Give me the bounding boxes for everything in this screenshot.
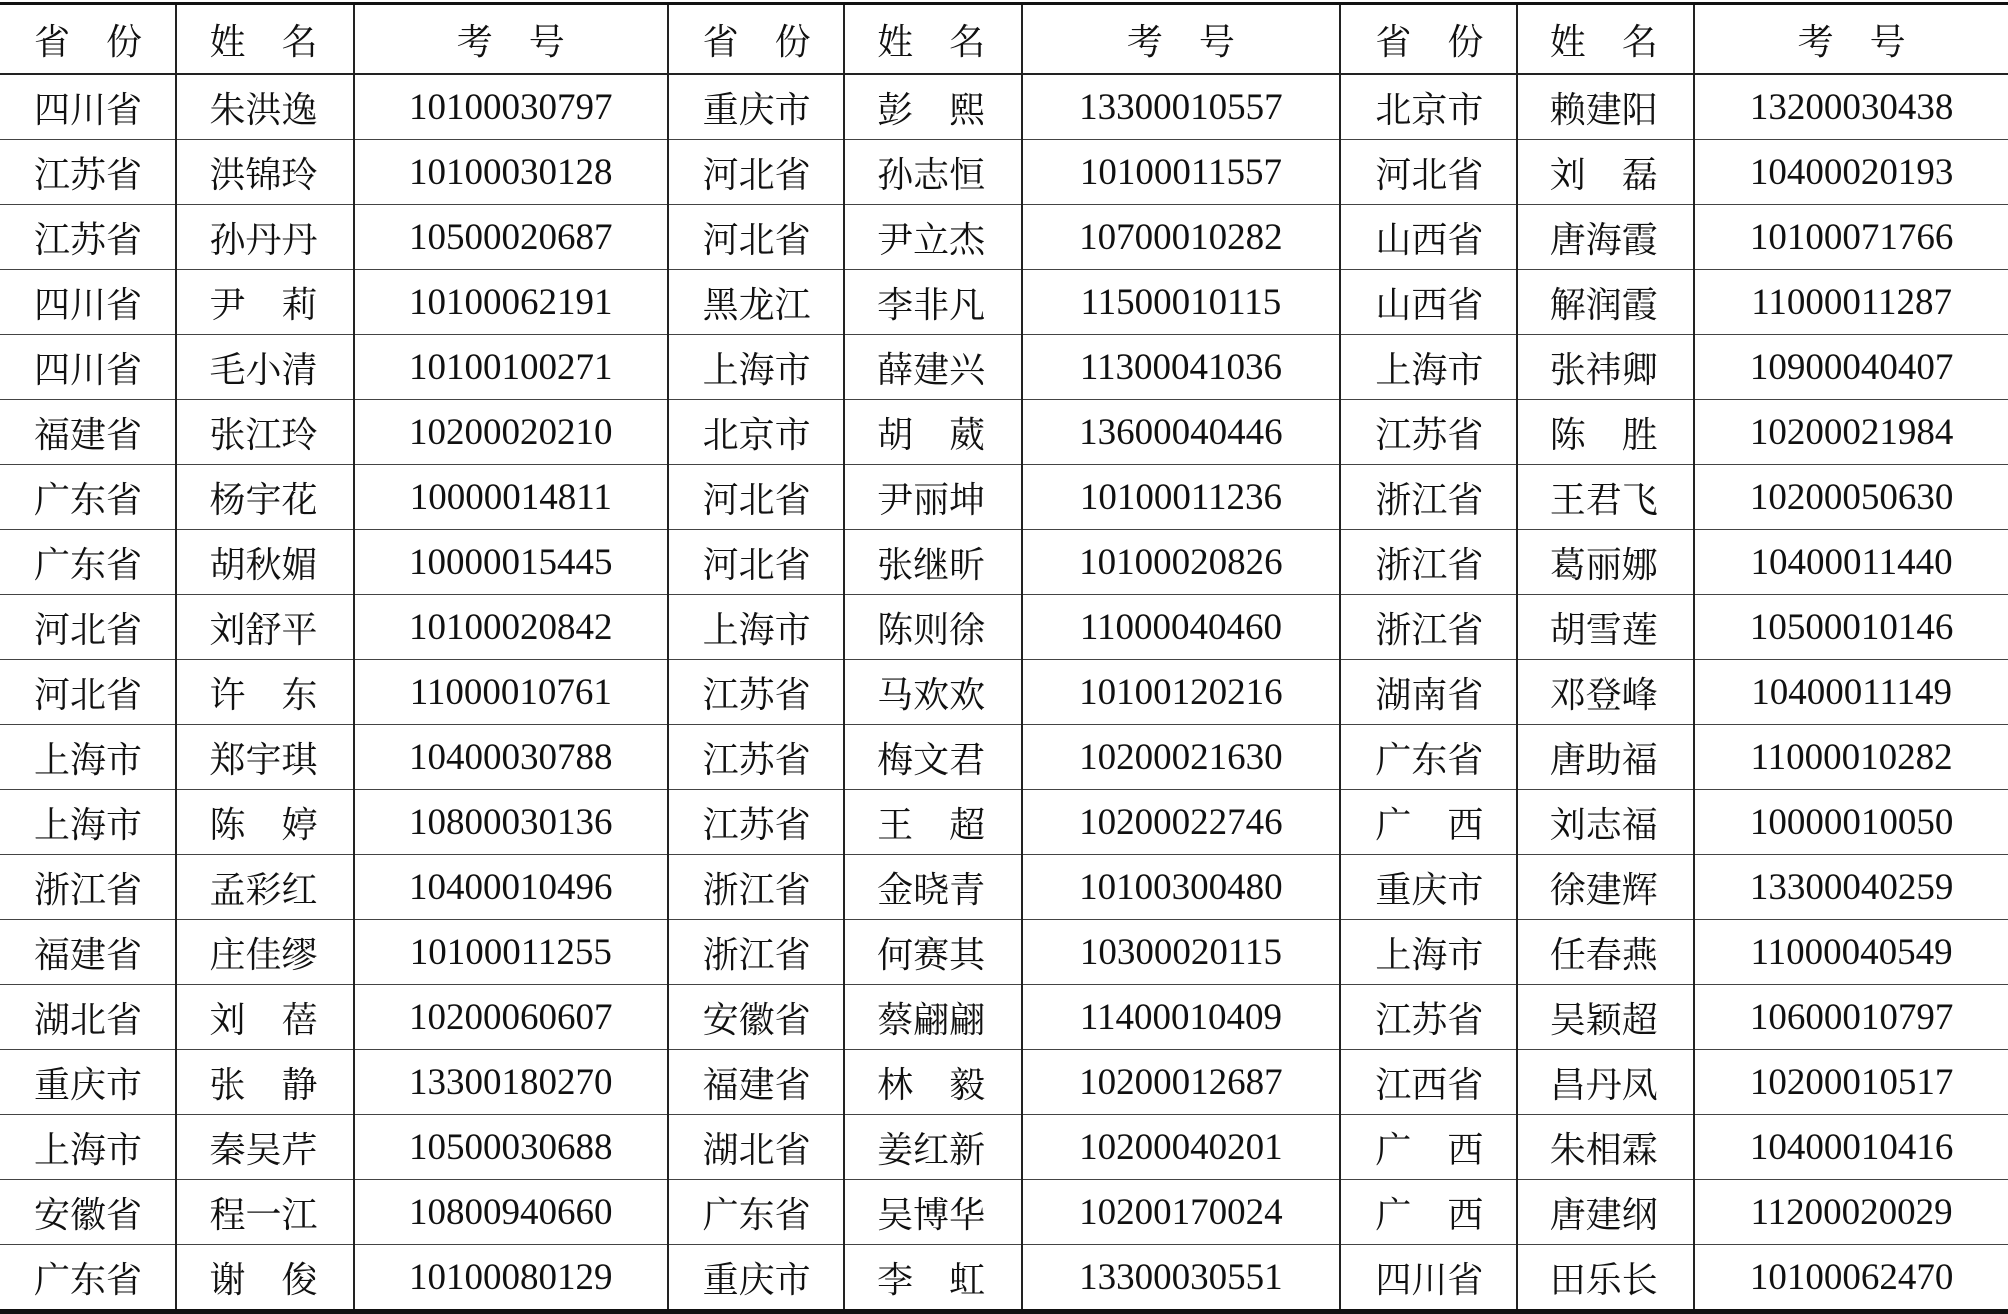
province-cell: 浙江省	[1340, 465, 1516, 530]
exam-number-cell: 10200170024	[1022, 1180, 1341, 1245]
header-name: 姓 名	[844, 4, 1021, 75]
exam-number-cell: 11500010115	[1022, 270, 1341, 335]
name-cell: 唐助福	[1517, 725, 1694, 790]
name-cell: 郑宇琪	[176, 725, 353, 790]
exam-number-cell: 10100062470	[1694, 1245, 2008, 1312]
province-cell: 重庆市	[668, 74, 844, 140]
table-row	[0, 920, 2008, 985]
table-row	[0, 725, 2008, 790]
name-cell: 毛小清	[176, 335, 353, 400]
province-cell: 广 西	[1340, 1180, 1516, 1245]
province-cell: 江苏省	[0, 140, 176, 205]
province-cell: 安徽省	[668, 985, 844, 1050]
province-cell: 重庆市	[1340, 855, 1516, 920]
name-cell: 赖建阳	[1517, 74, 1694, 140]
exam-number-cell: 11000040549	[1694, 920, 2008, 985]
exam-number-cell: 10100020842	[354, 595, 668, 660]
name-cell: 刘 蓓	[176, 985, 353, 1050]
header-row	[0, 4, 2008, 75]
name-cell: 邓登峰	[1517, 660, 1694, 725]
header-exam-number: 考 号	[1022, 4, 1341, 75]
name-cell: 解润霞	[1517, 270, 1694, 335]
province-cell: 上海市	[0, 725, 176, 790]
table-row	[0, 660, 2008, 725]
exam-number-cell: 13200030438	[1694, 74, 2008, 140]
province-cell: 浙江省	[668, 920, 844, 985]
table-row	[0, 790, 2008, 855]
exam-number-cell: 10200040201	[1022, 1115, 1341, 1180]
exam-number-cell: 13600040446	[1022, 400, 1341, 465]
candidate-roster-table	[0, 2, 2008, 1314]
name-cell: 谢 俊	[176, 1245, 353, 1312]
province-cell: 江苏省	[1340, 400, 1516, 465]
exam-number-cell: 10200022746	[1022, 790, 1341, 855]
table-row	[0, 855, 2008, 920]
exam-number-cell: 10900040407	[1694, 335, 2008, 400]
name-cell: 孙志恒	[844, 140, 1021, 205]
exam-number-cell: 10000015445	[354, 530, 668, 595]
table-row	[0, 1180, 2008, 1245]
exam-number-cell: 10000010050	[1694, 790, 2008, 855]
exam-number-cell: 10800030136	[354, 790, 668, 855]
exam-number-cell: 10100030128	[354, 140, 668, 205]
exam-number-cell: 11400010409	[1022, 985, 1341, 1050]
name-cell: 昌丹凤	[1517, 1050, 1694, 1115]
name-cell: 秦吴芹	[176, 1115, 353, 1180]
exam-number-cell: 10100011236	[1022, 465, 1341, 530]
name-cell: 朱洪逸	[176, 74, 353, 140]
province-cell: 山西省	[1340, 205, 1516, 270]
name-cell: 任春燕	[1517, 920, 1694, 985]
name-cell: 蔡翩翩	[844, 985, 1021, 1050]
province-cell: 四川省	[0, 335, 176, 400]
province-cell: 江苏省	[668, 790, 844, 855]
province-cell: 广 西	[1340, 1115, 1516, 1180]
name-cell: 刘舒平	[176, 595, 353, 660]
province-cell: 广东省	[0, 1245, 176, 1312]
province-cell: 浙江省	[668, 855, 844, 920]
province-cell: 浙江省	[1340, 595, 1516, 660]
table-row	[0, 985, 2008, 1050]
province-cell: 江苏省	[0, 205, 176, 270]
province-cell: 江西省	[1340, 1050, 1516, 1115]
name-cell: 张祎卿	[1517, 335, 1694, 400]
name-cell: 孟彩红	[176, 855, 353, 920]
exam-number-cell: 10100071766	[1694, 205, 2008, 270]
exam-number-cell: 13300010557	[1022, 74, 1341, 140]
name-cell: 张 静	[176, 1050, 353, 1115]
header-province: 省 份	[0, 4, 176, 75]
name-cell: 吴颖超	[1517, 985, 1694, 1050]
name-cell: 彭 熙	[844, 74, 1021, 140]
table-row	[0, 400, 2008, 465]
header-province: 省 份	[668, 4, 844, 75]
exam-number-cell: 11000011287	[1694, 270, 2008, 335]
table-row	[0, 335, 2008, 400]
name-cell: 金晓青	[844, 855, 1021, 920]
name-cell: 陈 胜	[1517, 400, 1694, 465]
exam-number-cell: 10300020115	[1022, 920, 1341, 985]
name-cell: 尹 莉	[176, 270, 353, 335]
table-row	[0, 465, 2008, 530]
name-cell: 陈 婷	[176, 790, 353, 855]
name-cell: 胡 葳	[844, 400, 1021, 465]
exam-number-cell: 13300180270	[354, 1050, 668, 1115]
table-row	[0, 1245, 2008, 1312]
table-row	[0, 74, 2008, 140]
name-cell: 吴博华	[844, 1180, 1021, 1245]
exam-number-cell: 10400030788	[354, 725, 668, 790]
name-cell: 梅文君	[844, 725, 1021, 790]
name-cell: 葛丽娜	[1517, 530, 1694, 595]
province-cell: 广东省	[1340, 725, 1516, 790]
table-row	[0, 270, 2008, 335]
exam-number-cell: 11000040460	[1022, 595, 1341, 660]
table-header	[0, 4, 2008, 75]
header-province: 省 份	[1340, 4, 1516, 75]
name-cell: 王君飞	[1517, 465, 1694, 530]
name-cell: 洪锦玲	[176, 140, 353, 205]
exam-number-cell: 10100100271	[354, 335, 668, 400]
name-cell: 刘 磊	[1517, 140, 1694, 205]
exam-number-cell: 10200050630	[1694, 465, 2008, 530]
exam-number-cell: 10200021630	[1022, 725, 1341, 790]
exam-number-cell: 10100080129	[354, 1245, 668, 1312]
province-cell: 北京市	[668, 400, 844, 465]
province-cell: 河北省	[668, 465, 844, 530]
province-cell: 广东省	[0, 465, 176, 530]
name-cell: 唐海霞	[1517, 205, 1694, 270]
name-cell: 王 超	[844, 790, 1021, 855]
header-exam-number: 考 号	[354, 4, 668, 75]
name-cell: 庄佳缪	[176, 920, 353, 985]
name-cell: 孙丹丹	[176, 205, 353, 270]
header-exam-number: 考 号	[1694, 4, 2008, 75]
header-name: 姓 名	[1517, 4, 1694, 75]
province-cell: 安徽省	[0, 1180, 176, 1245]
name-cell: 徐建辉	[1517, 855, 1694, 920]
province-cell: 福建省	[0, 400, 176, 465]
exam-number-cell: 10800940660	[354, 1180, 668, 1245]
exam-number-cell: 11200020029	[1694, 1180, 2008, 1245]
exam-number-cell: 10100020826	[1022, 530, 1341, 595]
province-cell: 河北省	[0, 595, 176, 660]
province-cell: 上海市	[668, 335, 844, 400]
province-cell: 河北省	[0, 660, 176, 725]
exam-number-cell: 10100011255	[354, 920, 668, 985]
province-cell: 河北省	[668, 205, 844, 270]
province-cell: 浙江省	[1340, 530, 1516, 595]
province-cell: 福建省	[668, 1050, 844, 1115]
exam-number-cell: 10500020687	[354, 205, 668, 270]
province-cell: 广东省	[668, 1180, 844, 1245]
exam-number-cell: 10100120216	[1022, 660, 1341, 725]
exam-number-cell: 13300030551	[1022, 1245, 1341, 1312]
province-cell: 湖北省	[668, 1115, 844, 1180]
province-cell: 江苏省	[668, 725, 844, 790]
exam-number-cell: 10500030688	[354, 1115, 668, 1180]
province-cell: 河北省	[668, 530, 844, 595]
table-row	[0, 1050, 2008, 1115]
name-cell: 程一江	[176, 1180, 353, 1245]
province-cell: 重庆市	[0, 1050, 176, 1115]
table-row	[0, 140, 2008, 205]
province-cell: 湖北省	[0, 985, 176, 1050]
name-cell: 许 东	[176, 660, 353, 725]
exam-number-cell: 10100062191	[354, 270, 668, 335]
province-cell: 江苏省	[1340, 985, 1516, 1050]
exam-number-cell: 13300040259	[1694, 855, 2008, 920]
exam-number-cell: 10100030797	[354, 74, 668, 140]
province-cell: 四川省	[0, 270, 176, 335]
table-row	[0, 595, 2008, 660]
exam-number-cell: 11000010761	[354, 660, 668, 725]
exam-number-cell: 10200012687	[1022, 1050, 1341, 1115]
exam-number-cell: 10500010146	[1694, 595, 2008, 660]
province-cell: 上海市	[1340, 335, 1516, 400]
province-cell: 福建省	[0, 920, 176, 985]
exam-number-cell: 10400011149	[1694, 660, 2008, 725]
name-cell: 朱相霖	[1517, 1115, 1694, 1180]
header-name: 姓 名	[176, 4, 353, 75]
name-cell: 尹立杰	[844, 205, 1021, 270]
table-row	[0, 205, 2008, 270]
table-row	[0, 530, 2008, 595]
province-cell: 上海市	[0, 790, 176, 855]
name-cell: 尹丽坤	[844, 465, 1021, 530]
name-cell: 刘志福	[1517, 790, 1694, 855]
name-cell: 马欢欢	[844, 660, 1021, 725]
province-cell: 上海市	[668, 595, 844, 660]
name-cell: 李 虹	[844, 1245, 1021, 1312]
name-cell: 林 毅	[844, 1050, 1021, 1115]
exam-number-cell: 10400010416	[1694, 1115, 2008, 1180]
table-row	[0, 1115, 2008, 1180]
province-cell: 重庆市	[668, 1245, 844, 1312]
name-cell: 李非凡	[844, 270, 1021, 335]
name-cell: 张继昕	[844, 530, 1021, 595]
name-cell: 姜红新	[844, 1115, 1021, 1180]
name-cell: 唐建纲	[1517, 1180, 1694, 1245]
exam-number-cell: 10200021984	[1694, 400, 2008, 465]
name-cell: 张江玲	[176, 400, 353, 465]
province-cell: 湖南省	[1340, 660, 1516, 725]
province-cell: 黑龙江	[668, 270, 844, 335]
exam-number-cell: 10400020193	[1694, 140, 2008, 205]
exam-number-cell: 10200010517	[1694, 1050, 2008, 1115]
province-cell: 四川省	[1340, 1245, 1516, 1312]
exam-number-cell: 10200020210	[354, 400, 668, 465]
exam-number-cell: 10600010797	[1694, 985, 2008, 1050]
exam-number-cell: 10400011440	[1694, 530, 2008, 595]
exam-number-cell: 10400010496	[354, 855, 668, 920]
exam-number-cell: 10100011557	[1022, 140, 1341, 205]
exam-number-cell: 11300041036	[1022, 335, 1341, 400]
name-cell: 薛建兴	[844, 335, 1021, 400]
province-cell: 北京市	[1340, 74, 1516, 140]
province-cell: 江苏省	[668, 660, 844, 725]
province-cell: 山西省	[1340, 270, 1516, 335]
exam-number-cell: 10700010282	[1022, 205, 1341, 270]
exam-number-cell: 10200060607	[354, 985, 668, 1050]
province-cell: 广 西	[1340, 790, 1516, 855]
province-cell: 河北省	[1340, 140, 1516, 205]
name-cell: 何赛其	[844, 920, 1021, 985]
name-cell: 胡雪莲	[1517, 595, 1694, 660]
province-cell: 浙江省	[0, 855, 176, 920]
exam-number-cell: 10000014811	[354, 465, 668, 530]
name-cell: 陈则徐	[844, 595, 1021, 660]
province-cell: 上海市	[1340, 920, 1516, 985]
exam-number-cell: 11000010282	[1694, 725, 2008, 790]
province-cell: 广东省	[0, 530, 176, 595]
name-cell: 田乐长	[1517, 1245, 1694, 1312]
province-cell: 上海市	[0, 1115, 176, 1180]
province-cell: 河北省	[668, 140, 844, 205]
exam-number-cell: 10100300480	[1022, 855, 1341, 920]
province-cell: 四川省	[0, 74, 176, 140]
name-cell: 胡秋媚	[176, 530, 353, 595]
table-body	[0, 74, 2008, 1312]
name-cell: 杨宇花	[176, 465, 353, 530]
